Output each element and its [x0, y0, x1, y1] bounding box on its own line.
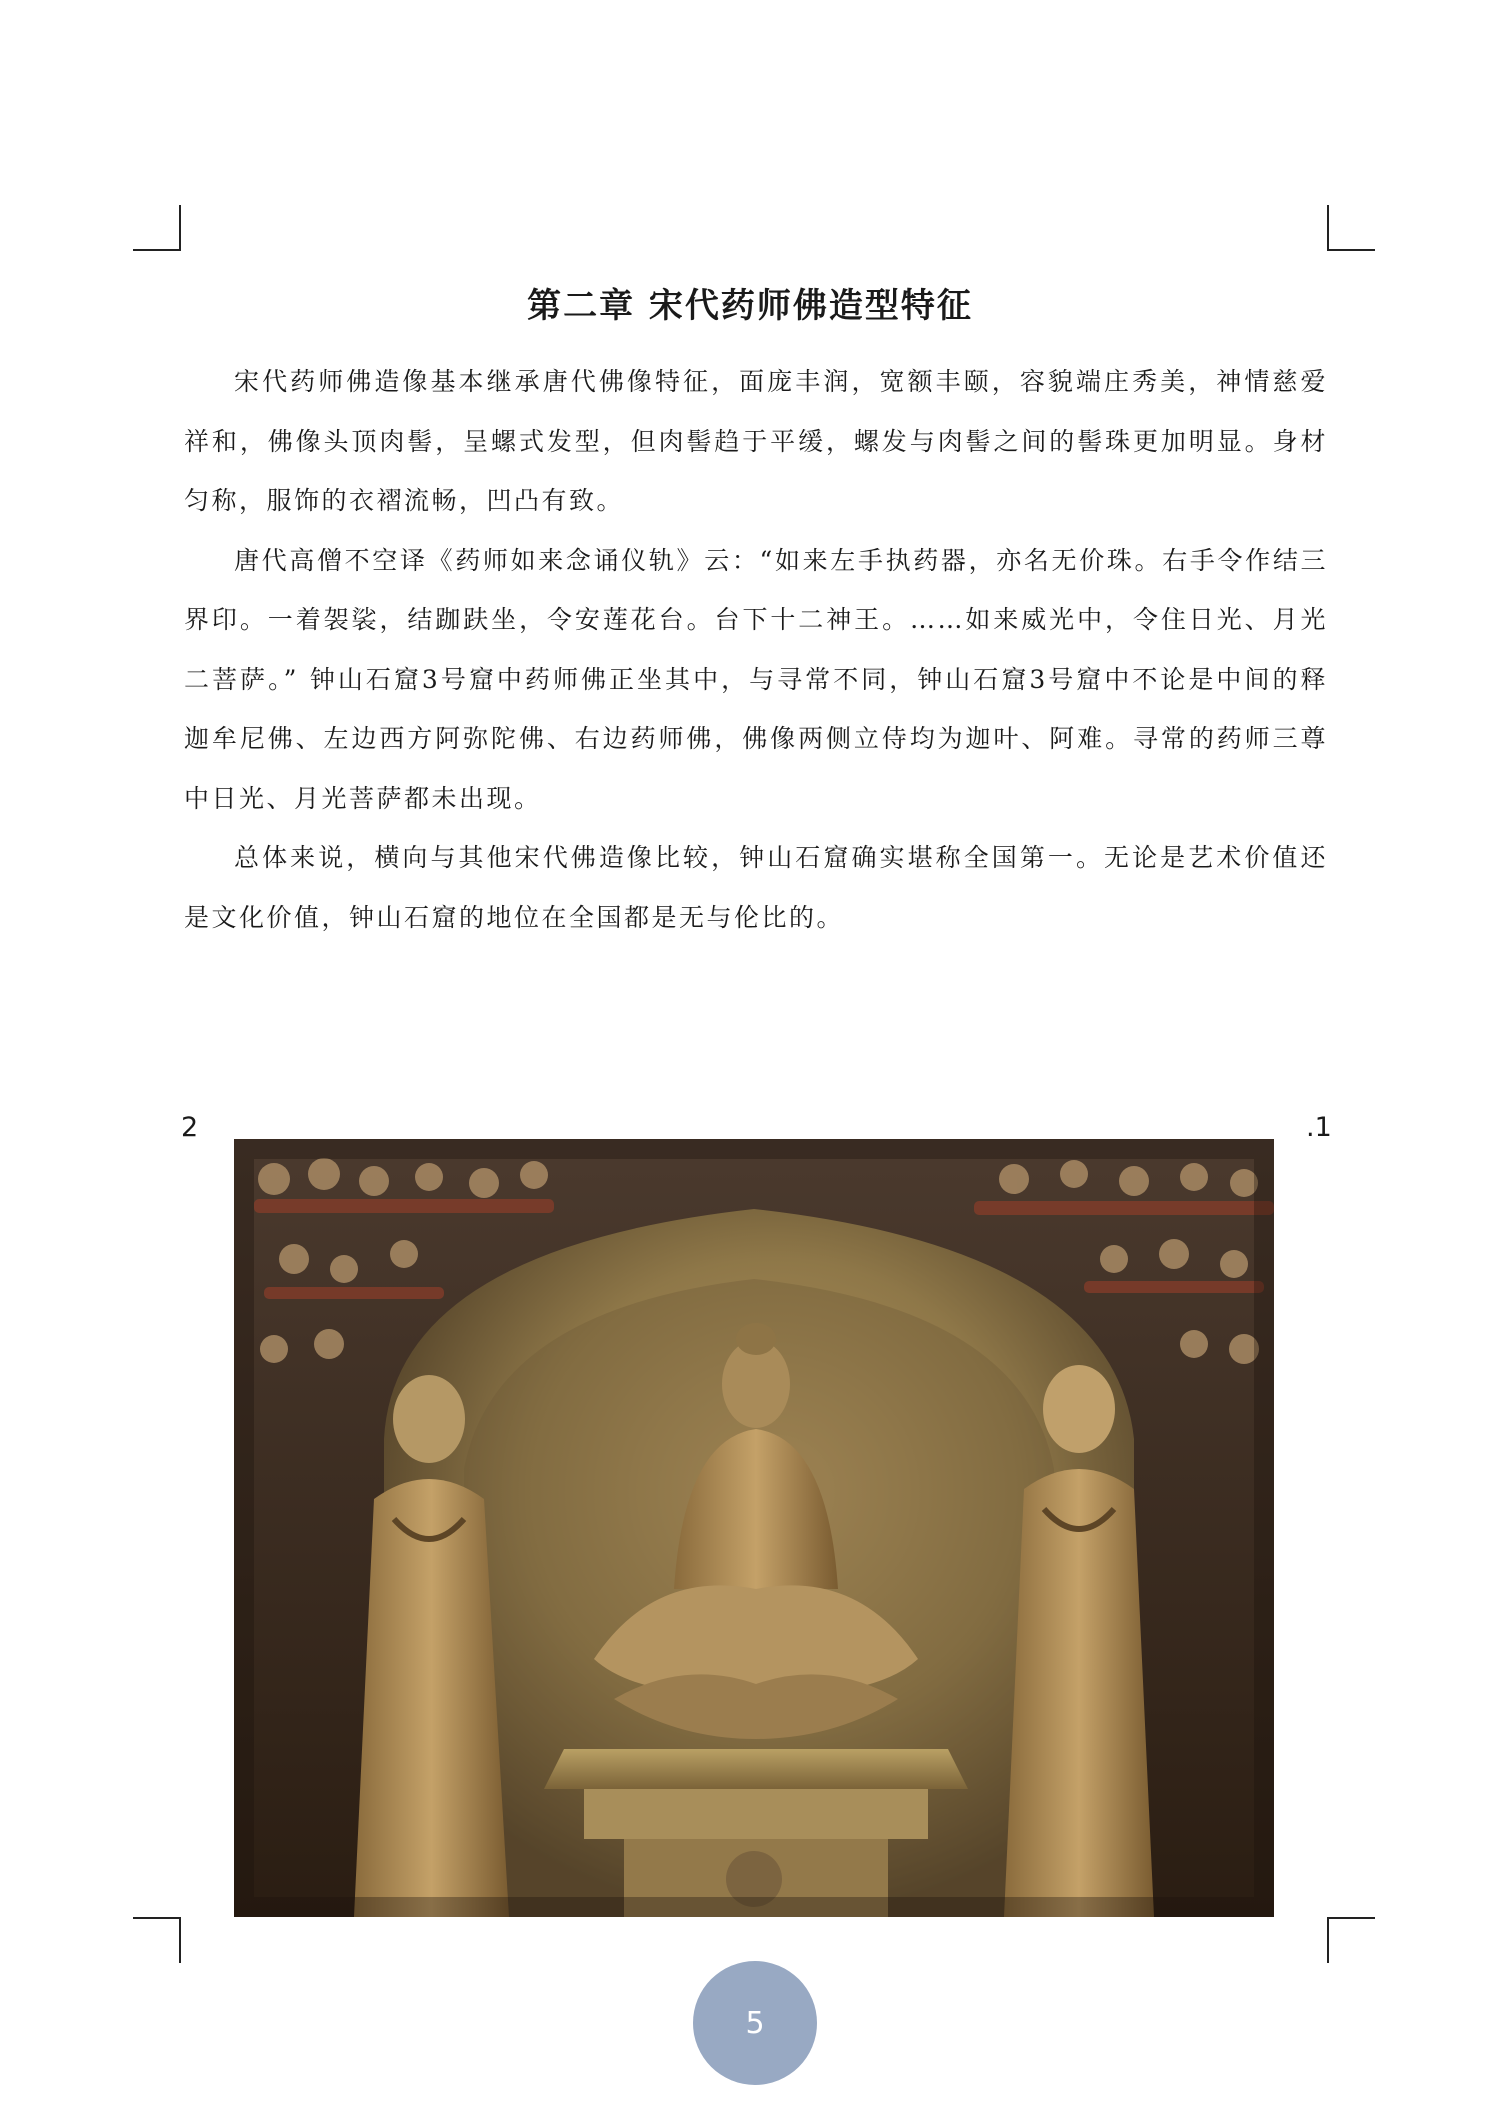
crop-mark-top-right-v — [1327, 205, 1329, 251]
figure-label-left: 2 — [181, 1112, 199, 1143]
crop-mark-bottom-right-v — [1327, 1917, 1329, 1963]
chapter-title: 第二章 宋代药师佛造型特征 — [527, 285, 973, 326]
page-number-badge: 5 — [693, 1961, 817, 2085]
paragraph-3: 总体来说，横向与其他宋代佛造像比较，钟山石窟确实堪称全国第一。无论是艺术价值还是文化价值，钟山石窟的地位在全国都是无与伦比的。 — [184, 843, 1328, 932]
crop-mark-bottom-left-h — [133, 1917, 181, 1919]
crop-mark-bottom-right-h — [1327, 1917, 1375, 1919]
paragraph-1: 宋代药师佛造像基本继承唐代佛像特征，面庞丰润，宽额丰颐，容貌端庄秀美，神情慈爱祥和，佛像头顶肉髻，呈螺式发型，但肉髻趋于平缓，螺发与肉髻之间的髻珠更加明显。身材匀称，服饰的衣褶流畅，凹凸有致。 — [184, 367, 1328, 515]
crop-mark-top-left-v — [179, 205, 181, 251]
body-text — [184, 352, 1328, 947]
crop-mark-top-right-h — [1327, 249, 1375, 251]
paragraph-2: 唐代高僧不空译《药师如来念诵仪轨》云：“如来左手执药器，亦名无价珠。右手令作结三界印。一着袈裟，结跏趺坐，令安莲花台。台下十二神王。……如来威光中，令住日光、月光二菩萨。” 钟山石窟3号窟中药师佛正坐其中，与寻常不同，钟山石窟3号窟中不论是中间的释迦牟尼佛、左边西方阿弥陀佛、右边药师佛，佛像两侧立侍均为迦叶、阿难。寻常的药师三尊中日光、月光菩萨都未出现。 — [184, 545, 1328, 813]
crop-mark-top-left-h — [133, 249, 181, 251]
buddha-grotto-photo — [234, 1139, 1274, 1917]
figure-label-right: .1 — [1306, 1112, 1332, 1143]
crop-mark-bottom-left-v — [179, 1917, 181, 1963]
